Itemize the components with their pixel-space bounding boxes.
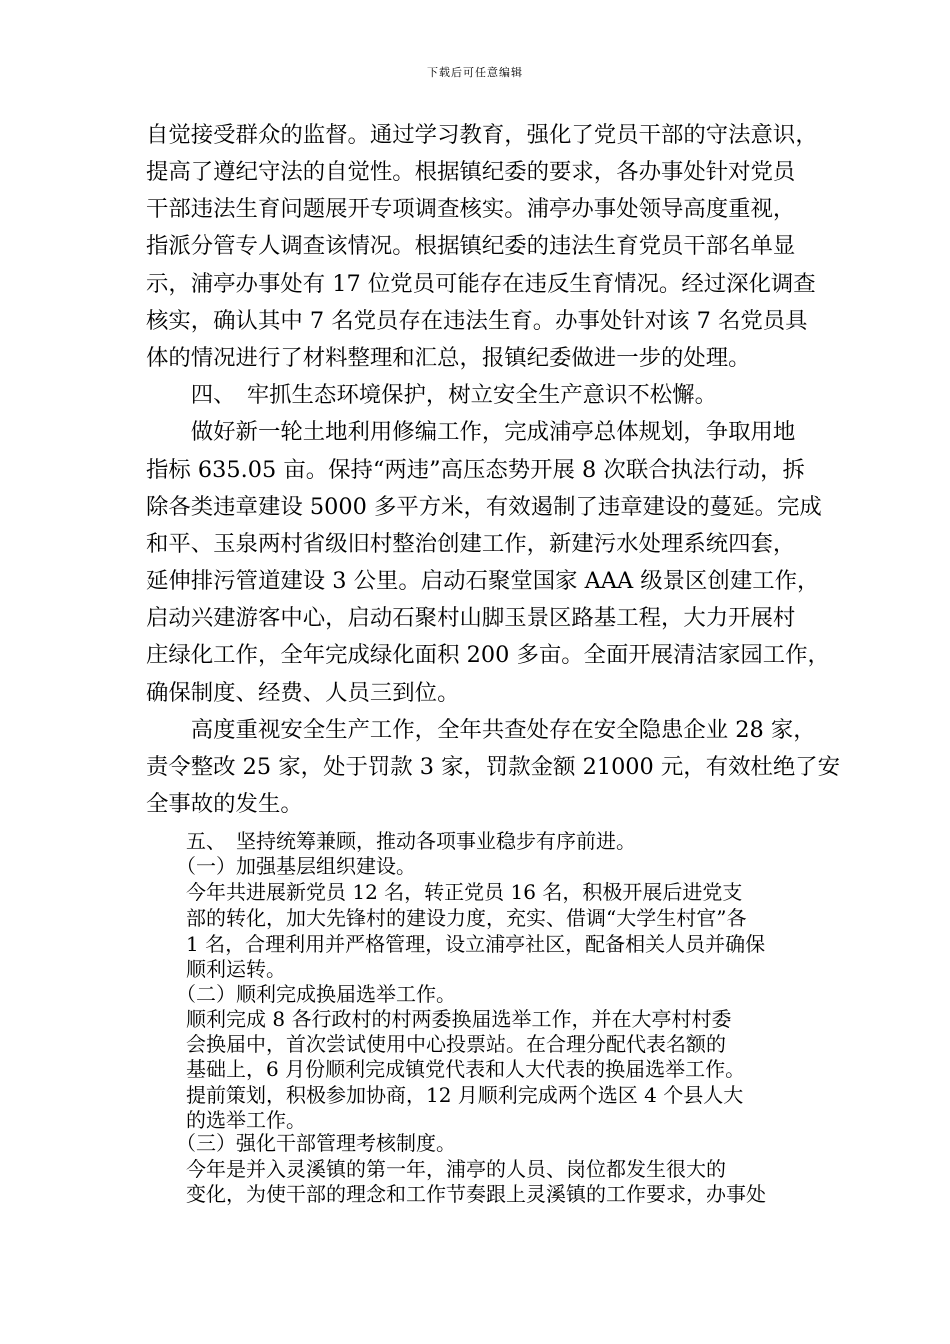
paragraph-line: 今年是并入灵溪镇的第一年，浦亭的人员、岗位都发生很大的 bbox=[146, 1157, 726, 1181]
paragraph-line: 延伸排污管道建设 3 公里。启动石聚堂国家 AAA 级景区创建工作， bbox=[146, 568, 820, 594]
paragraph-line: 提前策划，积极参加协商，12 月顺利完成两个选区 4 个县人大 bbox=[146, 1083, 744, 1107]
paragraph-line: 确保制度、经费、人员三到位。 bbox=[146, 680, 460, 706]
subsection-heading: （三）强化干部管理考核制度。 bbox=[146, 1131, 456, 1155]
paragraph-line: 会换届中，首次尝试使用中心投票站。在合理分配代表名额的 bbox=[146, 1032, 726, 1056]
paragraph-line: 做好新一轮土地利用修编工作，完成浦亭总体规划，争取用地 bbox=[146, 419, 796, 445]
paragraph-line: 高度重视安全生产工作，全年共查处存在安全隐患企业 28 家， bbox=[146, 717, 816, 743]
paragraph-line: 示，浦亭办事处有 17 位党员可能存在违反生育情况。经过深化调查 bbox=[146, 271, 816, 297]
paragraph-line: 基础上，6 月份顺利完成镇党代表和人大代表的换届选举工作。 bbox=[146, 1057, 746, 1081]
paragraph-line: 和平、玉泉两村省级旧村整治创建工作，新建污水处理系统四套， bbox=[146, 531, 796, 557]
paragraph-line: 变化，为使干部的理念和工作节奏跟上灵溪镇的工作要求，办事处 bbox=[146, 1182, 766, 1206]
paragraph-line: 指标 635.05 亩。保持“两违”高压态势开展 8 次联合执法行动，拆 bbox=[146, 457, 805, 483]
paragraph-line: 全事故的发生。 bbox=[146, 791, 303, 817]
paragraph-line: 顺利完成 8 各行政村的村两委换届选举工作，并在大亭村村委 bbox=[146, 1007, 732, 1031]
paragraph-line: 自觉接受群众的监督。通过学习教育，强化了党员干部的守法意识， bbox=[146, 122, 818, 148]
paragraph-line: 顺利运转。 bbox=[146, 957, 286, 981]
paragraph-line: 部的转化，加大先锋村的建设力度，充实、借调“大学生村官”各 bbox=[146, 906, 747, 930]
paragraph-line: 1 名，合理利用并严格管理，设立浦亭社区，配备相关人员并确保 bbox=[146, 932, 766, 956]
subsection-heading: （一）加强基层组织建设。 bbox=[146, 854, 416, 878]
subsection-heading: （二）顺利完成换届选举工作。 bbox=[146, 982, 456, 1006]
paragraph-line: 指派分管专人调查该情况。根据镇纪委的违法生育党员干部名单显 bbox=[146, 233, 796, 259]
paragraph-line: 除各类违章建设 5000 多平方米，有效遏制了违章建设的蔓延。完成 bbox=[146, 494, 822, 520]
section-heading: 四、 牢抓生态环境保护，树立安全生产意识不松懈。 bbox=[146, 382, 717, 408]
paragraph-line: 提高了遵纪守法的自觉性。根据镇纪委的要求，各办事处针对党员 bbox=[146, 159, 796, 185]
paragraph-line: 的选举工作。 bbox=[146, 1108, 306, 1132]
paragraph-line: 今年共进展新党员 12 名，转正党员 16 名，积极开展后进党支 bbox=[146, 880, 743, 904]
page-header: 下载后可任意编辑 bbox=[427, 66, 523, 79]
paragraph-line: 启动兴建游客中心，启动石聚村山脚玉景区路基工程，大力开展村 bbox=[146, 605, 796, 631]
paragraph-line: 核实，确认其中 7 名党员存在违法生育。办事处针对该 7 名党员具 bbox=[146, 308, 808, 334]
paragraph-line: 责令整改 25 家，处于罚款 3 家，罚款金额 21000 元，有效杜绝了安 bbox=[146, 754, 841, 780]
paragraph-line: 干部违法生育问题展开专项调查核实。浦亭办事处领导高度重视， bbox=[146, 196, 796, 222]
paragraph-line: 庄绿化工作，全年完成绿化面积 200 多亩。全面开展清洁家园工作， bbox=[146, 642, 830, 668]
paragraph-line: 体的情况进行了材料整理和汇总，报镇纪委做进一步的处理。 bbox=[146, 345, 751, 371]
section-heading: 五、 坚持统筹兼顾，推动各项事业稳步有序前进。 bbox=[146, 829, 636, 853]
